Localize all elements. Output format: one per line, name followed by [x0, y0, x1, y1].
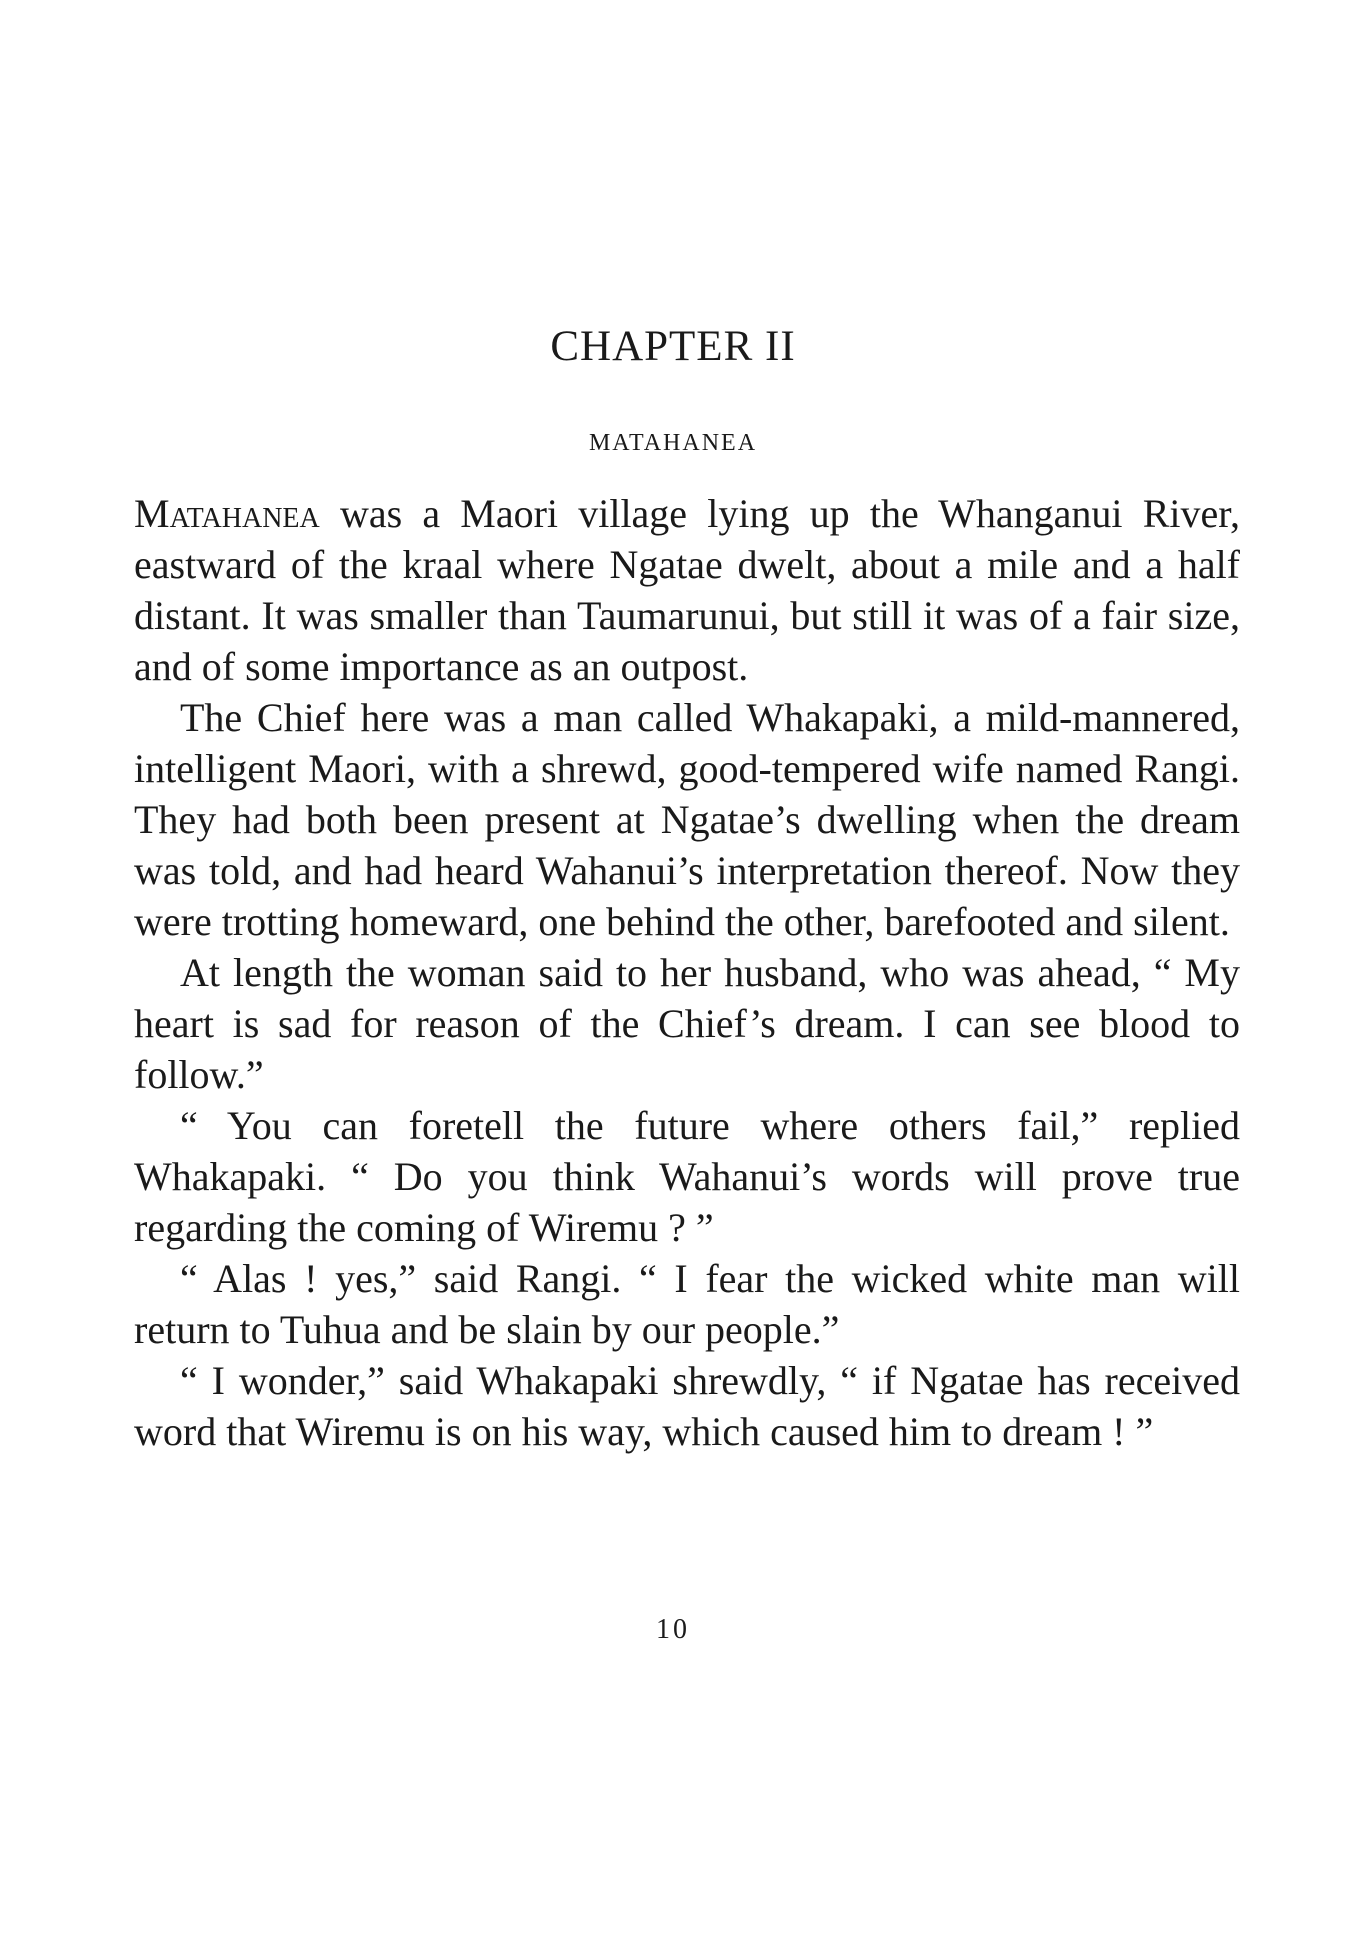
paragraph-2: The Chief here was a man called Whakapaki, a mild-mannered, intelligent Maori, with a shrewd, good-tempered wife named Rangi. They had both been present at Ngatae’s dwelling when the dream was told, and had heard Wahanui’s interpretation thereof. Now they were trotting homeward, one behind the other, barefooted and silent.: [134, 695, 1240, 944]
chapter-title: CHAPTER II: [550, 323, 796, 370]
page-number: 10: [656, 1614, 690, 1645]
paragraph-1: [134, 488, 1240, 692]
chapter-subtitle: MATAHANEA: [588, 430, 758, 456]
paragraph-5: “ Alas ! yes,” said Rangi. “ I fear the wicked white man will return to Tuhua and be slain by our people.”: [134, 1256, 1240, 1352]
chapter-body: [134, 488, 1240, 1457]
paragraph-3: At length the woman said to her husband, who was ahead, “ My heart is sad for reason of the Chief’s dream. I can see blood to follow.”: [134, 950, 1240, 1097]
paragraph-4: “ You can foretell the future where others fail,” replied Whakapaki. “ Do you think Wahanui’s words will prove true regarding the coming of Wiremu ? ”: [134, 1103, 1240, 1250]
paragraph-text: was a Maori village lying up the Whanganui River, eastward of the kraal where Ngatae dwelt, about a mile and a half distant. It was smaller than Taumarunui, but still it was of a fair size, and of some importance as an outpost.: [134, 491, 1240, 689]
paragraph-lead-word: Matahanea: [134, 491, 320, 536]
paragraph-6: “ I wonder,” said Whakapaki shrewdly, “ if Ngatae has received word that Wiremu is on his way, which caused him to dream ! ”: [134, 1358, 1240, 1454]
